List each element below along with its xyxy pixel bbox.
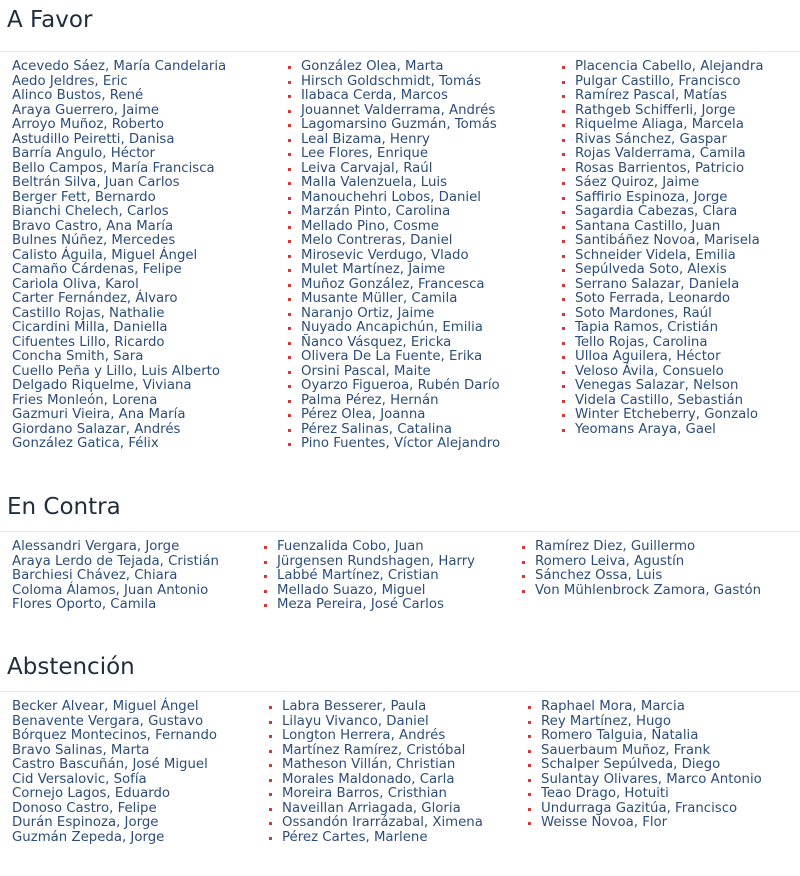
legislator-name: Barchiesi Chávez, Chiara bbox=[12, 568, 178, 583]
legislator-name: Marzán Pinto, Carolina bbox=[301, 205, 500, 220]
legislator-name: Pérez Cartes, Marlene bbox=[282, 831, 483, 846]
legislator-name: Mulet Martínez, Jaime bbox=[301, 263, 500, 278]
legislator-name: Bravo Salinas, Marta bbox=[12, 742, 150, 758]
legislator-name: Astudillo Peiretti, Danisa bbox=[12, 131, 175, 147]
legislator-name: Giordano Salazar, Andrés bbox=[12, 421, 181, 437]
legislator-name: Bórquez Montecinos, Fernando bbox=[12, 728, 218, 743]
legislator-name: Raphael Mora, Marcia bbox=[541, 700, 762, 715]
legislator-name: Romero Leiva, Agustín bbox=[535, 555, 761, 570]
legislator-name: Romero Talguia, Natalia bbox=[541, 729, 762, 744]
legislator-name: Bianchi Chelech, Carlos bbox=[12, 204, 169, 219]
legislator-name: Longton Herrera, Andrés bbox=[282, 729, 483, 744]
legislator-name: Serrano Salazar, Daniela bbox=[575, 278, 764, 293]
legislator-name: Cornejo Lagos, Eduardo bbox=[12, 786, 171, 801]
legislator-name: Santana Castillo, Juan bbox=[575, 220, 764, 235]
legislator-name: Camaño Cárdenas, Felipe bbox=[12, 262, 182, 277]
legislator-name: Pérez Salinas, Catalina bbox=[301, 423, 500, 438]
legislator-name: Palma Pérez, Hernán bbox=[301, 394, 500, 409]
legislator-name: Ramírez Pascal, Matías bbox=[575, 89, 764, 104]
legislator-name: Winter Etcheberry, Gonzalo bbox=[575, 408, 764, 423]
legislator-name: Matheson Villán, Christian bbox=[282, 758, 483, 773]
legislator-name: Durán Espinoza, Jorge bbox=[12, 815, 159, 830]
legislator-name: Carter Fernández, Álvaro bbox=[12, 291, 178, 306]
legislator-name: Lee Flores, Enrique bbox=[301, 147, 500, 162]
legislator-name: Melo Contreras, Daniel bbox=[301, 234, 500, 249]
name-list-col-1 bbox=[12, 60, 226, 452]
legislator-name: Mirosevic Verdugo, Vlado bbox=[301, 249, 500, 264]
name-list-col-2 bbox=[277, 540, 475, 613]
legislator-name: Coloma Álamos, Juan Antonio bbox=[12, 582, 209, 598]
legislator-name: Donoso Castro, Felipe bbox=[12, 800, 157, 816]
legislator-name: Pulgar Castillo, Francisco bbox=[575, 75, 764, 90]
legislator-name: Fries Monleón, Lorena bbox=[12, 392, 158, 408]
section-title: Abstención bbox=[0, 640, 800, 692]
legislator-name: Acevedo Sáez, María Candelaria bbox=[12, 59, 227, 74]
legislator-name: Musante Müller, Camila bbox=[301, 292, 500, 307]
section-en-contra bbox=[0, 480, 800, 640]
legislator-name: Gazmuri Vieira, Ana María bbox=[12, 407, 186, 422]
legislator-name: Veloso Ávila, Consuelo bbox=[575, 365, 764, 380]
section-title: A Favor bbox=[0, 0, 800, 52]
legislator-name: Leiva Carvajal, Raúl bbox=[301, 162, 500, 177]
legislator-name: Castro Bascuñán, José Miguel bbox=[12, 757, 208, 772]
legislator-name: Alinco Bustos, René bbox=[12, 88, 144, 103]
legislator-name: Venegas Salazar, Nelson bbox=[575, 379, 764, 394]
section-title: En Contra bbox=[0, 480, 800, 532]
legislator-name: Aedo Jeldres, Eric bbox=[12, 73, 128, 89]
legislator-name: Nuyado Ancapichún, Emilia bbox=[301, 321, 500, 336]
legislator-name: Jürgensen Rundshagen, Harry bbox=[277, 553, 476, 569]
legislator-name: Sauerbaum Muñoz, Frank bbox=[541, 744, 762, 759]
legislator-name: Cid Versalovic, Sofía bbox=[12, 771, 147, 787]
legislator-name: Cicardini Milla, Daniella bbox=[12, 320, 168, 335]
legislator-name: Jouannet Valderrama, Andrés bbox=[301, 104, 500, 119]
legislator-name: Saffirio Espinoza, Jorge bbox=[575, 191, 764, 206]
name-list-col-2 bbox=[301, 60, 500, 452]
legislator-name: Cariola Oliva, Karol bbox=[12, 276, 139, 292]
legislator-name: Soto Ferrada, Leonardo bbox=[575, 292, 764, 307]
legislator-name: Pérez Olea, Joanna bbox=[301, 408, 500, 423]
legislator-name: Santibáñez Novoa, Marisela bbox=[575, 234, 764, 249]
name-list-col-3 bbox=[535, 540, 761, 598]
legislator-name: Lilayu Vivanco, Daniel bbox=[282, 715, 483, 730]
legislator-name: Manouchehri Lobos, Daniel bbox=[301, 191, 500, 206]
legislator-name: Rosas Barrientos, Patricio bbox=[575, 162, 764, 177]
legislator-name: Benavente Vergara, Gustavo bbox=[12, 713, 204, 729]
legislator-name: Guzmán Zepeda, Jorge bbox=[12, 829, 165, 845]
legislator-name: Ossandón Irarrázabal, Ximena bbox=[282, 815, 483, 830]
legislator-name: Bravo Castro, Ana María bbox=[12, 218, 174, 234]
legislator-name: Videla Castillo, Sebastián bbox=[575, 394, 764, 409]
legislator-name: Morales Maldonado, Carla bbox=[282, 773, 483, 788]
legislator-name: Naranjo Ortiz, Jaime bbox=[301, 307, 500, 322]
legislator-name: Ramírez Diez, Guillermo bbox=[535, 540, 761, 555]
legislator-name: Cifuentes Lillo, Ricardo bbox=[12, 334, 165, 350]
legislator-name: Soto Mardones, Raúl bbox=[575, 307, 764, 322]
legislator-name: Mellado Suazo, Miguel bbox=[277, 584, 475, 599]
legislator-name: Sulantay Olivares, Marco Antonio bbox=[541, 771, 762, 787]
legislator-name: Orsini Pascal, Maite bbox=[301, 365, 500, 380]
name-list-col-1 bbox=[12, 700, 217, 845]
legislator-name: Leal Bizama, Henry bbox=[301, 133, 500, 148]
legislator-name: Ñanco Vásquez, Ericka bbox=[301, 336, 500, 351]
legislator-name: Placencia Cabello, Alejandra bbox=[575, 59, 764, 74]
legislator-name: Rojas Valderrama, Camila bbox=[575, 147, 764, 162]
legislator-name: Araya Guerrero, Jaime bbox=[12, 102, 160, 118]
legislator-name: Lagomarsino Guzmán, Tomás bbox=[301, 118, 500, 133]
legislator-name: Barría Angulo, Héctor bbox=[12, 146, 156, 161]
section-abstencion bbox=[0, 640, 800, 876]
legislator-name: Tello Rojas, Carolina bbox=[575, 336, 764, 351]
legislator-name: Araya Lerdo de Tejada, Cristián bbox=[12, 553, 219, 569]
legislator-name: Von Mühlenbrock Zamora, Gastón bbox=[535, 582, 762, 598]
legislator-name: Delgado Riquelme, Viviana bbox=[12, 378, 192, 393]
legislator-name: Naveillan Arriagada, Gloria bbox=[282, 802, 483, 817]
legislator-name: Schneider Videla, Emilia bbox=[575, 249, 764, 264]
name-list-col-3 bbox=[575, 60, 764, 437]
legislator-name: Beltrán Silva, Juan Carlos bbox=[12, 175, 180, 190]
name-list-col-3 bbox=[541, 700, 762, 831]
legislator-name: Riquelme Aliaga, Marcela bbox=[575, 118, 764, 133]
legislator-name: Mellado Pino, Cosme bbox=[301, 220, 500, 235]
legislator-name: Bulnes Núñez, Mercedes bbox=[12, 233, 176, 248]
legislator-name: Berger Fett, Bernardo bbox=[12, 189, 156, 205]
legislator-name: Muñoz González, Francesca bbox=[301, 278, 500, 293]
legislator-name: Olivera De La Fuente, Erika bbox=[301, 350, 500, 365]
legislator-name: González Olea, Marta bbox=[301, 60, 500, 75]
legislator-name: Rey Martínez, Hugo bbox=[541, 715, 762, 730]
legislator-name: Alessandri Vergara, Jorge bbox=[12, 539, 180, 554]
legislator-name: Oyarzo Figueroa, Rubén Darío bbox=[301, 378, 500, 393]
legislator-name: Concha Smith, Sara bbox=[12, 349, 144, 364]
legislator-name: Flores Oporto, Camila bbox=[12, 597, 157, 612]
legislator-name: Schalper Sepúlveda, Diego bbox=[541, 758, 762, 773]
legislator-name: Weisse Novoa, Flor bbox=[541, 816, 762, 831]
legislator-name: Castillo Rojas, Nathalie bbox=[12, 305, 165, 321]
legislator-name: Tapia Ramos, Cristián bbox=[575, 321, 764, 336]
legislator-name: Bello Campos, María Francisca bbox=[12, 160, 215, 176]
legislator-name: Sáez Quiroz, Jaime bbox=[575, 176, 764, 191]
name-list-col-2 bbox=[282, 700, 483, 845]
legislator-name: Ulloa Aguilera, Héctor bbox=[575, 350, 764, 365]
legislator-name: Malla Valenzuela, Luis bbox=[301, 176, 500, 191]
legislator-name: Pino Fuentes, Víctor Alejandro bbox=[301, 436, 501, 451]
legislator-name: González Gatica, Félix bbox=[12, 436, 159, 451]
legislator-name: Meza Pereira, José Carlos bbox=[277, 598, 475, 613]
legislator-name: Cuello Peña y Lillo, Luis Alberto bbox=[12, 363, 221, 379]
legislator-name: Becker Alvear, Miguel Ángel bbox=[12, 699, 199, 714]
legislator-name: Undurraga Gazitúa, Francisco bbox=[541, 802, 762, 817]
name-list-col-1 bbox=[12, 540, 219, 613]
legislator-name: Rivas Sánchez, Gaspar bbox=[575, 133, 764, 148]
legislator-name: Arroyo Muñoz, Roberto bbox=[12, 117, 164, 132]
legislator-name: Labra Besserer, Paula bbox=[282, 700, 483, 715]
legislator-name: Sepúlveda Soto, Alexis bbox=[575, 263, 764, 278]
legislator-name: Moreira Barros, Cristhian bbox=[282, 787, 483, 802]
legislator-name: Teao Drago, Hotuiti bbox=[541, 787, 762, 802]
legislator-name: Ilabaca Cerda, Marcos bbox=[301, 89, 500, 104]
legislator-name: Labbé Martínez, Cristian bbox=[277, 569, 475, 584]
legislator-name: Sánchez Ossa, Luis bbox=[535, 569, 761, 584]
legislator-name: Rathgeb Schifferli, Jorge bbox=[575, 104, 764, 119]
legislator-name: Hirsch Goldschmidt, Tomás bbox=[301, 75, 500, 90]
legislator-name: Martínez Ramírez, Cristóbal bbox=[282, 744, 483, 759]
legislator-name: Fuenzalida Cobo, Juan bbox=[277, 540, 475, 555]
legislator-name: Sagardia Cabezas, Clara bbox=[575, 205, 764, 220]
legislator-name: Yeomans Araya, Gael bbox=[575, 423, 764, 438]
legislator-name: Calisto Águila, Miguel Ángel bbox=[12, 247, 198, 263]
